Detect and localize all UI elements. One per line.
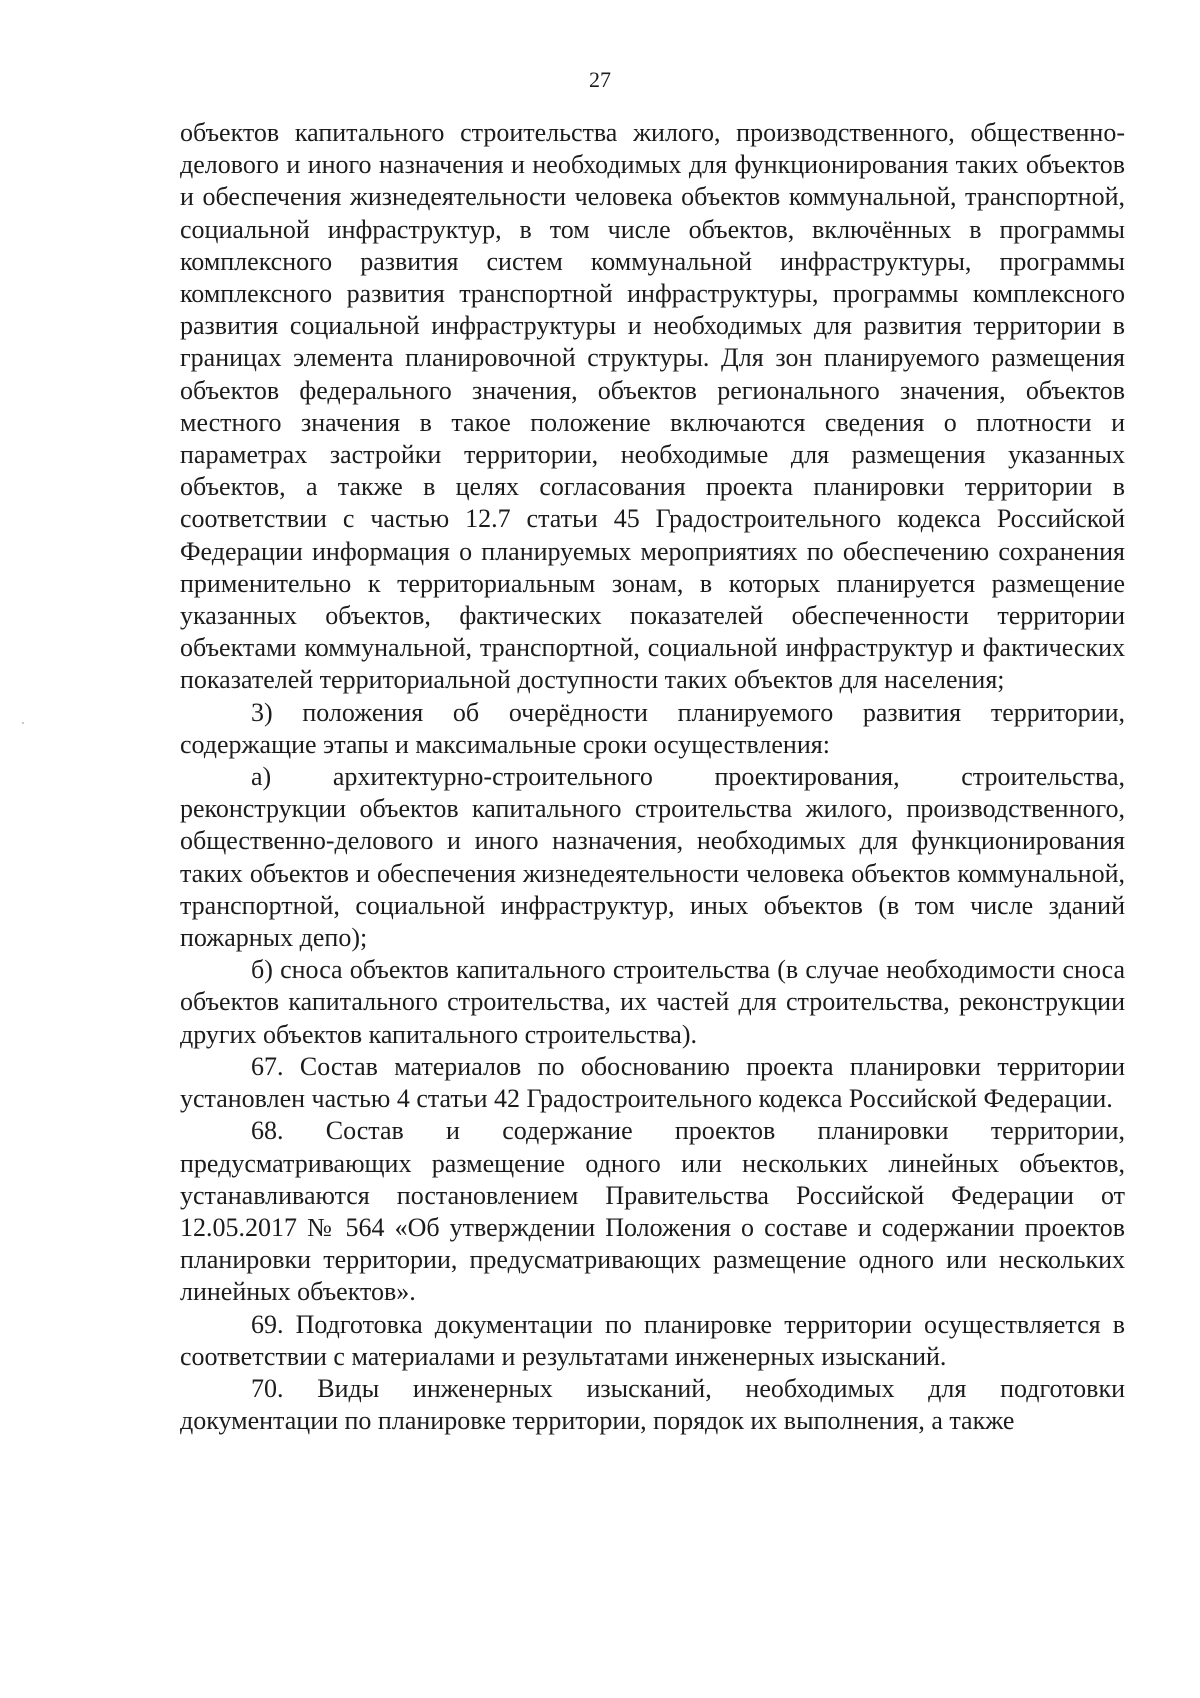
paragraph-subitem-b: б) сноса объектов капитального строительства (в случае необходимости сноса объектов капитального строительства, их частей для строительства, реконструкции других объектов капитального строительства). — [180, 955, 1125, 1049]
paragraph-68: 68. Состав и содержание проектов планировки территории, предусматривающих размещение одного или нескольких линейных объектов, устанавливаются постановлением Правительства Российской Федерации от 12.05.2017 № 564 «Об утверждении Положения о составе и содержании проектов планировки территории, предусматривающих размещение одного или нескольких линейных объектов». — [180, 1116, 1125, 1307]
paragraph-69: 69. Подготовка документации по планировке территории осуществляется в соответствии с материалами и результатами инженерных изысканий. — [180, 1309, 1125, 1371]
paragraph-item-3: 3) положения об очерёдности планируемого развития территории, содержащие этапы и максимальные сроки осуществления: — [180, 697, 1125, 759]
scan-speck — [22, 722, 24, 724]
paragraph-70: 70. Виды инженерных изысканий, необходимых для подготовки документации по планировке территории, порядок их выполнения, а также — [180, 1373, 1125, 1436]
paragraph-continuation: объектов капитального строительства жилого, производственного, общественно-делового и иного назначения и необходимых для функционирования таких объектов и обеспечения жизнедеятельности человека объектов коммунальной, транспортной, социальной инфраструктур, в том числе объектов, включённых в программы комплексного развития систем коммунальной инфраструктуры, программы комплексного развития транспортной инфраструктуры, программы комплексного развития социальной инфраструктуры и необходимых для развития территории в границах элемента планировочной структуры. Для зон планируемого размещения объектов федерального значения, объектов регионального значения, объектов местного значения в такое положение включаются сведения о плотности и параметрах застройки территории, необходимые для размещения указанных объектов, а также в целях согласования проекта планировки территории в соответствии с частью 12.7 статьи 45 Градостроительного кодекса Российской Федерации информация о планируемых мероприятиях по обеспечению сохранения применительно к территориальным зонам, в которых планируется размещение указанных объектов, фактических показателей обеспеченности территории объектами коммунальной, транспортной, социальной инфраструктур и фактических показателей территориальной доступности таких объектов для населения; — [180, 118, 1125, 695]
document-body — [180, 117, 1125, 1437]
paragraph-subitem-a: а) архитектурно-строительного проектирования, строительства, реконструкции объектов капитального строительства жилого, производственного, общественно-делового и иного назначения, необходимых для функционирования таких объектов и обеспечения жизнедеятельности человека объектов коммунальной, транспортной, социальной инфраструктур, иных объектов (в том числе зданий пожарных депо); — [180, 762, 1125, 953]
page-number: 27 — [589, 67, 611, 92]
paragraph-67: 67. Состав материалов по обоснованию проекта планировки территории установлен частью 4 статьи 42 Градостроительного кодекса Российской Федерации. — [180, 1051, 1125, 1114]
